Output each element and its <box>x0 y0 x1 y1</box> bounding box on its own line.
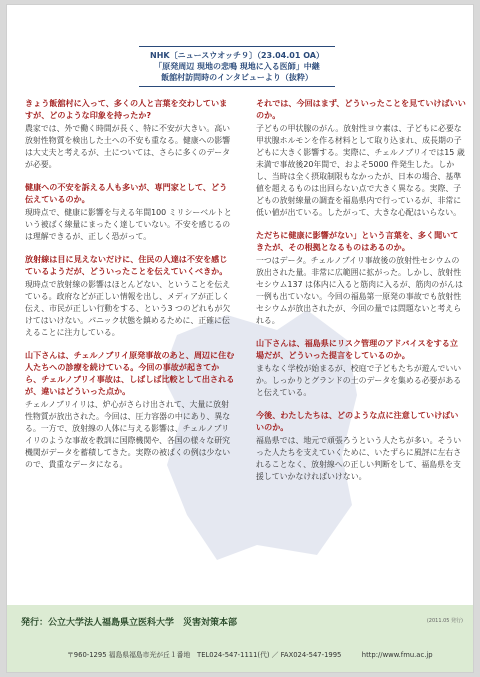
header-line-3: 飯舘村訪問時のインタビューより（抜粋） <box>161 73 313 82</box>
question: 今後、わたしたちは、どのような点に注意していけばいいのか。 <box>256 410 459 432</box>
right-column <box>256 97 466 493</box>
left-column <box>25 97 235 481</box>
document-page <box>6 4 474 673</box>
answer: 子どもの甲状腺のがん。放射性ヨウ素は、子どもに必要な甲状腺ホルモンを作る材料として取り込まれ、成長期の子どもに大きく影響する。実際に、チェルノブリイでは15 歳未満で事故後20年間で、およそ5000 件発生した。しかし、当時は全く摂取制限もなかったが、日本の場合、基準値を超えるものは出回らない点で大きく異なる。実際、子どもの放射線量の調査を福島県内で行っているが、非常に低い値が出ている。したがって、大きな心配はいらない。 <box>256 124 465 217</box>
publisher: 発行：公立大学法人福島県立医科大学 災害対策本部 <box>21 618 238 628</box>
footer <box>7 605 473 672</box>
header-line-2: 「原発周辺 現地の悲鳴 現地に入る医師」中継 <box>154 62 320 71</box>
answer: 現時点で放射線の影響はほとんどない、ということを伝えている。政府などが正しい情報を出し、メディアが正しく伝え、市民が正しい行動をする、という3 つのどれもが欠けてはいけない。パニック状態を鎮めるために、正確に伝えることに注力している。 <box>25 280 231 337</box>
header-line-1: NHK〔ニュースウオッチ９〕（23.04.01 OA） <box>150 51 324 60</box>
contact-address: 〒960-1295 福島県福島市光が丘１番地 TEL024-547-1111(代) ／ FAX024-547-1995 http://www.fmu.ac.jp <box>67 651 433 659</box>
answer: チェルノブリイリは、炉心がさらけ出されて、大量に放射性物質が放出された。今回は、圧力容器の中にあり、異なる。一方で、放射線の人体に与える影響は、チェルノブリイリのような事故を教訓に国際機関や、各国の様々な研究機関がデータを蓄積してきた。実際の被ばくの例は少ないので、貴重なデータになる。 <box>25 400 231 469</box>
answer: 現時点で、健康に影響を与える年間100 ミリシーベルトという被ばく線量にまったく達していない。不安を感じるのは理解できるが、正しく恐がって。 <box>25 208 232 241</box>
publish-date: (2011.05 発行) <box>426 618 463 624</box>
question: 健康への不安を訴える人も多いが、専門家として、どう伝えているのか。 <box>25 182 228 204</box>
question: 放射線は目に見えないだけに、住民の人達は不安を感じているようだが、どういったことを伝えていくべきか。 <box>25 254 228 276</box>
answer: 一つはデータ。チェルノブイリ事故後の放射性セシウムの放出された量。非常に広範囲に拡がった。しかし、放射性セシウム137 は体内に入ると筋肉に入るが、筋肉のがんは一例も出ていない。今回の福島第一原発の事故でも放射性セシウムが放出されたが、今回の量では問題ないと考えられる。 <box>256 256 463 325</box>
question: 山下さんは、チェルノブリイ原発事故のあと、周辺に住む人たちへの診療を続けている。今回の事故が起きてから、チェルノブリイ事故は、しばしば比較として出されるが、違いはどういった点か。 <box>25 350 235 396</box>
question: きょう飯舘村に入って、多くの人と言葉を交わしていますが、どのような印象を持ったか? <box>25 98 228 120</box>
answer: まもなく学校が始まるが、校庭で子どもたちが遊んでいいか。しっかりとグランドの土のデータを集める必要があると伝えている。 <box>256 364 462 397</box>
question: ただちに健康に影響がない」という言葉を、多く聞いてきたが、その根拠となるものはあるのか。 <box>256 230 459 252</box>
document-header <box>139 46 335 87</box>
answer: 農家では、外で働く時間が長く、特に不安が大きい。高い放射性物質を検出した土への不安も重なる。健康への影響は大丈夫と考えるが、土については、さらに多くのデータが必要。 <box>25 124 231 169</box>
answer: 福島県では、地元で頑張ろうという人たちが多い。そういった人たちを支えていくために、いたずらに風評に左右されることなく、放射線への正しい判断をして、福島県を支援していかなければいけない。 <box>256 436 462 481</box>
question: それでは、今回はまず、どういったことを見ていけばいいのか。 <box>256 98 466 120</box>
question: 山下さんは、福島県にリスク管理のアドバイスをする立場だが、どういった提言をしているのか。 <box>256 338 458 360</box>
